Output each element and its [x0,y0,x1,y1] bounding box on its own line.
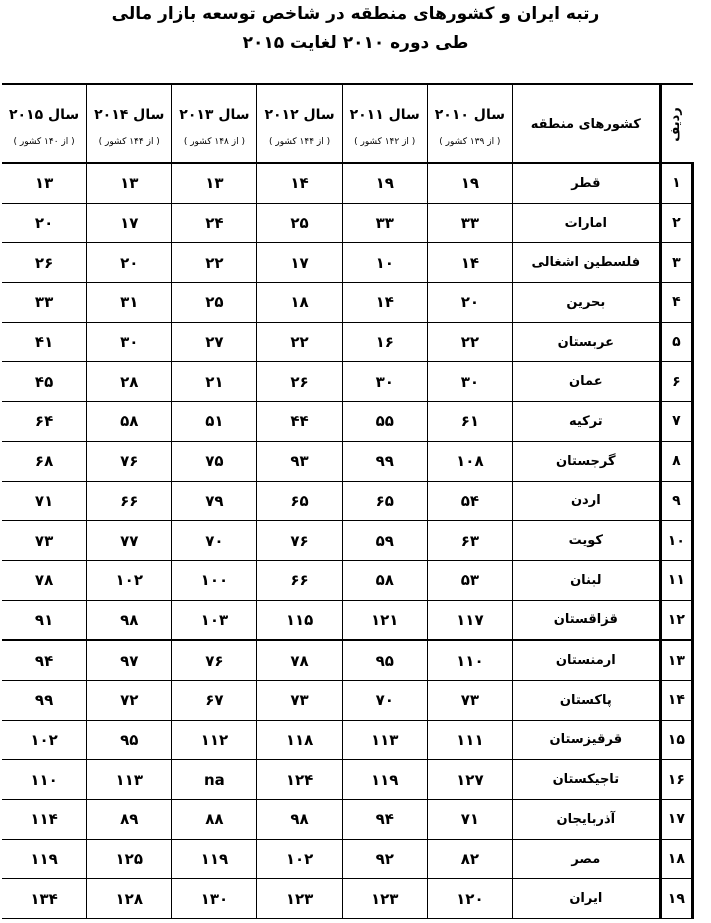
table-row [2,441,693,481]
header-year-sub: ( از ۱۴۰ کشور ) [13,136,75,147]
header-year-2010 [427,84,512,163]
row-number-cell: ۱۰ [660,521,692,561]
rank-value-cell: ۷۸ [2,560,87,600]
rank-value-cell: ۱۱۴ [2,800,87,840]
row-number-cell: ۱۹ [660,879,692,919]
rank-value-cell: ۹۴ [342,800,427,840]
rank-value-cell: ۱۲۳ [342,879,427,919]
rank-value-cell: ۷۶ [257,521,342,561]
rank-value-cell: ۷۶ [172,640,257,680]
header-year-label: سال ۲۰۱۳ [179,106,250,123]
rank-value-cell: ۹۳ [257,441,342,481]
header-year-label: سال ۲۰۱۴ [94,106,165,123]
rank-value-cell: ۶۸ [2,441,87,481]
rank-value-cell: ۱۱۹ [172,839,257,879]
rank-value-cell: ۱۲۷ [427,760,512,800]
table-row [2,203,693,243]
rank-value-cell: ۷۲ [87,680,172,720]
row-number-cell: ۱۴ [660,680,692,720]
rank-value-cell: ۱۰۳ [172,600,257,640]
table-row [2,800,693,840]
table-row [2,163,693,203]
rank-value-cell: ۶۶ [87,481,172,521]
rank-value-cell: ۶۵ [342,481,427,521]
rank-value-cell: ۱۱۹ [342,760,427,800]
table-row [2,322,693,362]
row-number-cell: ۹ [660,481,692,521]
rank-value-cell: ۱۳ [172,163,257,203]
header-year-label: سال ۲۰۱۲ [264,106,335,123]
table-row [2,362,693,402]
row-number-cell: ۱۵ [660,720,692,760]
row-number-cell: ۱۲ [660,600,692,640]
header-year-2012 [257,84,342,163]
row-number-cell: ۱۷ [660,800,692,840]
rank-value-cell: ۵۱ [172,402,257,442]
country-cell: ترکیه [512,402,660,442]
table-row [2,680,693,720]
country-cell: قزاقستان [512,600,660,640]
country-cell: فلسطین اشغالی [512,243,660,283]
rank-value-cell: ۱۳۴ [2,879,87,919]
header-year-2015 [2,84,87,163]
header-year-label: سال ۲۰۱۰ [434,106,505,123]
rank-value-cell: ۱۱۰ [427,640,512,680]
rank-value-cell: ۵۹ [342,521,427,561]
rank-value-cell: ۹۸ [87,600,172,640]
page-subtitle: طی دوره ۲۰۱۰ لغایت ۲۰۱۵ [242,33,469,53]
rank-value-cell: ۱۲۸ [87,879,172,919]
rank-value-cell: ۳۰ [342,362,427,402]
country-cell: بحرین [512,283,660,323]
rank-value-cell: ۴۱ [2,322,87,362]
row-number-cell: ۷ [660,402,692,442]
header-year-label: سال ۲۰۱۵ [8,106,80,123]
rank-value-cell: ۹۵ [87,720,172,760]
country-cell: اردن [512,481,660,521]
rank-value-cell: ۱۴ [427,243,512,283]
rank-value-cell: ۳۰ [427,362,512,402]
header-year-label: سال ۲۰۱۱ [349,106,420,123]
rank-value-cell: ۹۸ [257,800,342,840]
rank-value-cell: ۱۴ [342,283,427,323]
rank-value-cell: ۵۵ [342,402,427,442]
table-row [2,560,693,600]
rank-value-cell: ۳۰ [87,322,172,362]
rank-value-cell: ۴۴ [257,402,342,442]
rank-value-cell: ۱۲۵ [87,839,172,879]
rank-value-cell: ۱۱۷ [427,600,512,640]
country-cell: امارات [512,203,660,243]
rank-value-cell: ۱۱۹ [2,839,87,879]
rank-value-cell: ۶۵ [257,481,342,521]
rank-value-cell: ۱۱۰ [2,760,87,800]
rank-value-cell: ۱۱۵ [257,600,342,640]
row-number-cell: ۸ [660,441,692,481]
rank-value-cell: na [172,760,257,800]
rank-value-cell: ۹۴ [2,640,87,680]
rank-value-cell: ۵۸ [342,560,427,600]
table-row [2,640,693,680]
rank-value-cell: ۲۱ [172,362,257,402]
rank-value-cell: ۲۷ [172,322,257,362]
rank-value-cell: ۲۰ [2,203,87,243]
rank-value-cell: ۳۱ [87,283,172,323]
rank-value-cell: ۱۸ [257,283,342,323]
row-number-cell: ۶ [660,362,692,402]
rank-value-cell: ۷۰ [172,521,257,561]
rank-value-cell: ۳۳ [342,203,427,243]
header-year-2013 [172,84,257,163]
rank-value-cell: ۴۵ [2,362,87,402]
row-number-cell: ۱ [660,163,692,203]
row-number-cell: ۱۱ [660,560,692,600]
rank-value-cell: ۵۴ [427,481,512,521]
rank-value-cell: ۲۵ [172,283,257,323]
header-year-2011 [342,84,427,163]
rank-value-cell: ۱۳ [87,163,172,203]
table-body [2,163,693,919]
rank-value-cell: ۱۰۸ [427,441,512,481]
row-number-cell: ۱۳ [660,640,692,680]
header-year-sub: ( از ۱۴۴ کشور ) [268,136,331,147]
header-country: کشورهای منطقه [512,84,660,163]
rank-value-cell: ۹۹ [2,680,87,720]
rank-value-cell: ۲۲ [172,243,257,283]
rank-value-cell: ۷۸ [257,640,342,680]
header-year-sub: ( از ۱۴۴ کشور ) [98,136,160,147]
country-cell: ارمنستان [512,640,660,680]
country-cell: قطر [512,163,660,203]
rank-value-cell: ۲۸ [87,362,172,402]
rank-value-cell: ۶۱ [427,402,512,442]
rank-value-cell: ۱۳ [2,163,87,203]
rank-value-cell: ۱۰۲ [257,839,342,879]
rank-value-cell: ۶۳ [427,521,512,561]
ranking-table [2,83,694,919]
rank-value-cell: ۸۲ [427,839,512,879]
table-row [2,600,693,640]
country-cell: گرجستان [512,441,660,481]
rank-value-cell: ۱۱۱ [427,720,512,760]
rank-value-cell: ۲۴ [172,203,257,243]
rank-value-cell: ۷۶ [87,441,172,481]
country-cell: عمان [512,362,660,402]
rank-value-cell: ۱۱۳ [87,760,172,800]
rank-value-cell: ۱۶ [342,322,427,362]
table-row [2,720,693,760]
country-cell: کویت [512,521,660,561]
rank-value-cell: ۱۰۰ [172,560,257,600]
table-row [2,839,693,879]
rank-value-cell: ۱۲۰ [427,879,512,919]
rank-value-cell: ۵۸ [87,402,172,442]
rank-value-cell: ۱۰۲ [2,720,87,760]
header-year-2014 [87,84,172,163]
rank-value-cell: ۱۱۳ [342,720,427,760]
table-row [2,879,693,919]
header-row-number: ردیف [660,84,692,163]
row-number-cell: ۱۸ [660,839,692,879]
row-number-cell: ۱۶ [660,760,692,800]
header-year-sub: ( از ۱۴۸ کشور ) [183,136,245,147]
rank-value-cell: ۷۳ [257,680,342,720]
table-row [2,521,693,561]
rank-value-cell: ۸۹ [87,800,172,840]
rank-value-cell: ۹۹ [342,441,427,481]
table-row [2,481,693,521]
header-year-sub: ( از ۱۴۲ کشور ) [354,136,416,147]
rank-value-cell: ۷۳ [2,521,87,561]
rank-value-cell: ۹۲ [342,839,427,879]
rank-value-cell: ۱۳۰ [172,879,257,919]
country-cell: لبنان [512,560,660,600]
rank-value-cell: ۱۹ [342,163,427,203]
rank-value-cell: ۹۵ [342,640,427,680]
rank-value-cell: ۲۲ [427,322,512,362]
country-cell: قرقیزستان [512,720,660,760]
rank-value-cell: ۹۷ [87,640,172,680]
rank-value-cell: ۷۵ [172,441,257,481]
rank-value-cell: ۱۲۴ [257,760,342,800]
country-cell: آذربایجان [512,800,660,840]
country-cell: ایران [512,879,660,919]
table-row [2,283,693,323]
rank-value-cell: ۶۶ [257,560,342,600]
rank-value-cell: ۱۱۲ [172,720,257,760]
rank-value-cell: ۱۹ [427,163,512,203]
rank-value-cell: ۲۵ [257,203,342,243]
country-cell: پاکستان [512,680,660,720]
rank-value-cell: ۱۱۸ [257,720,342,760]
rank-value-cell: ۲۰ [427,283,512,323]
rank-value-cell: ۲۶ [2,243,87,283]
rank-value-cell: ۶۷ [172,680,257,720]
rank-value-cell: ۲۲ [257,322,342,362]
country-cell: عربستان [512,322,660,362]
rank-value-cell: ۱۴ [257,163,342,203]
rank-value-cell: ۳۳ [427,203,512,243]
rank-value-cell: ۱۰۲ [87,560,172,600]
row-number-cell: ۳ [660,243,692,283]
rank-value-cell: ۱۲۱ [342,600,427,640]
country-cell: تاجیکستان [512,760,660,800]
table-row [2,760,693,800]
rank-value-cell: ۷۹ [172,481,257,521]
country-cell: مصر [512,839,660,879]
table-row [2,402,693,442]
rank-value-cell: ۱۷ [257,243,342,283]
rank-value-cell: ۲۶ [257,362,342,402]
rank-value-cell: ۳۳ [2,283,87,323]
table-row [2,243,693,283]
rank-value-cell: ۶۴ [2,402,87,442]
rank-value-cell: ۷۷ [87,521,172,561]
rank-value-cell: ۷۰ [342,680,427,720]
rank-value-cell: ۱۷ [87,203,172,243]
row-number-cell: ۴ [660,283,692,323]
rank-value-cell: ۱۲۳ [257,879,342,919]
page-title: رتبه ایران و کشورهای منطقه در شاخص توسعه بازار مالی [111,4,600,24]
rank-value-cell: ۲۰ [87,243,172,283]
rank-value-cell: ۹۱ [2,600,87,640]
row-number-cell: ۵ [660,322,692,362]
rank-value-cell: ۷۱ [2,481,87,521]
header-year-sub: ( از ۱۳۹ کشور ) [439,136,501,147]
rank-value-cell: ۵۳ [427,560,512,600]
table-header-row [2,84,693,163]
rank-value-cell: ۷۳ [427,680,512,720]
rank-value-cell: ۸۸ [172,800,257,840]
row-number-cell: ۲ [660,203,692,243]
rank-value-cell: ۱۰ [342,243,427,283]
rank-value-cell: ۷۱ [427,800,512,840]
